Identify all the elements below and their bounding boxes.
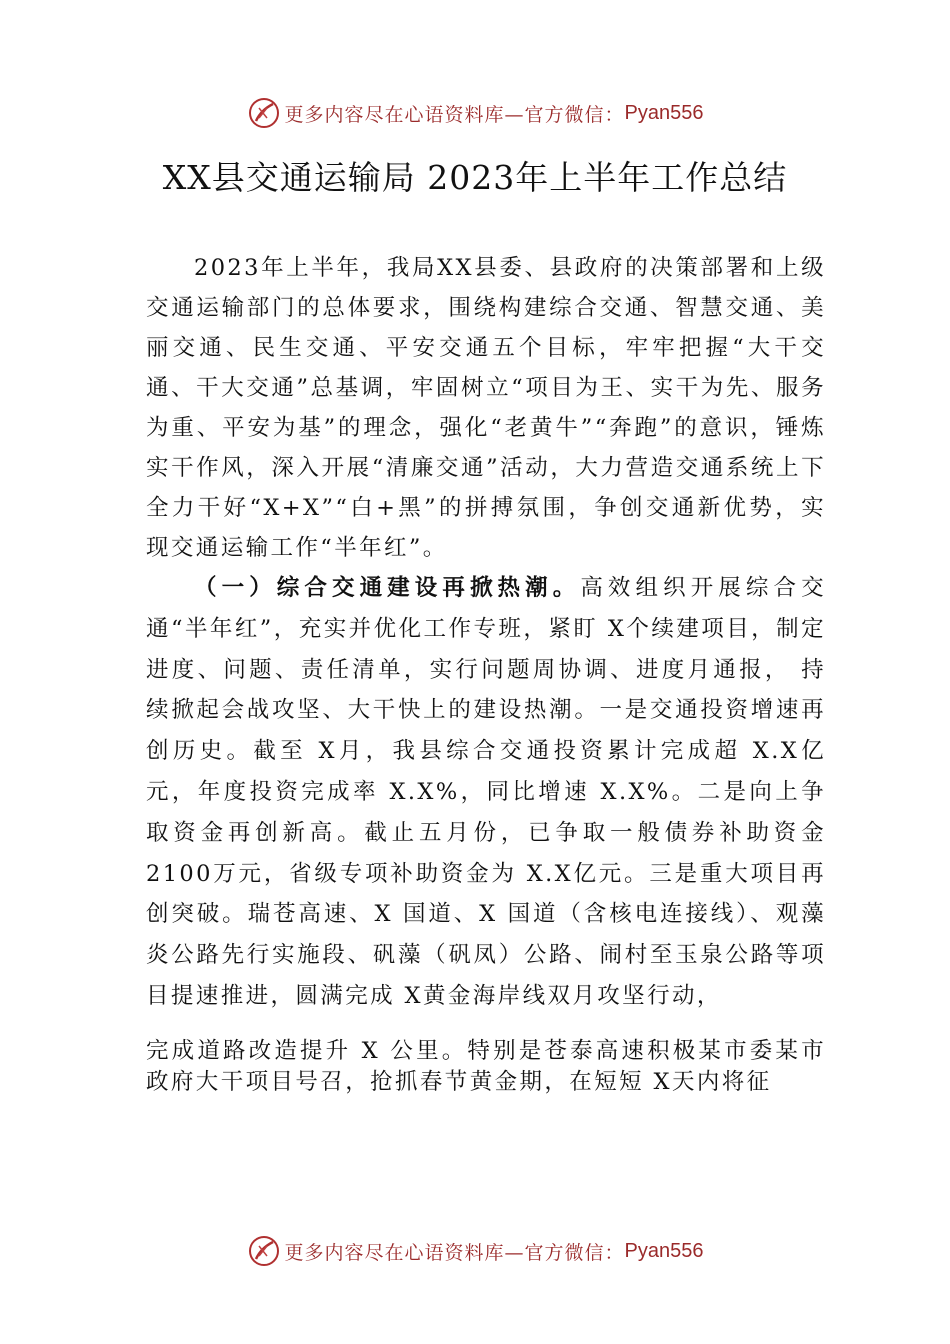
- watermark-banner-top: [0, 96, 950, 130]
- banner-account: Pyan556: [624, 1239, 704, 1262]
- banner-account: Pyan556: [624, 101, 704, 124]
- paragraph-body: 完成道路改造提升 X 公里。特别是苍泰高速积极某市委某市政府大干项目号召，抢抓春节黄金期，在短短 X天内将征: [146, 1038, 826, 1095]
- paragraph-body: 2023年上半年，我局XX县委、县政府的决策部署和上级交通运输部门的总体要求，围绕构建综合交通、智慧交通、美丽交通、民生交通、平安交通五个目标，牢牢把握“大干交通、干大交通”总基调，牢固树立“项目为王、实干为先、服务为重、平安为基”的理念，强化“老黄牛”“奔跑”的意识，锤炼实干作风，深入开展“清廉交通”活动，大力营造交通系统上下全力干好“X+X”“白+黑”的拼搏氛围，争创交通新优势，实现交通运输工作“半年红”。: [146, 255, 826, 561]
- watermark-banner-bottom: [0, 1234, 950, 1268]
- banner-text: 更多内容尽在心语资料库—官方微信：: [284, 1241, 625, 1264]
- brush-logo-icon: [247, 96, 281, 130]
- banner-text: 更多内容尽在心语资料库—官方微信：: [284, 103, 625, 126]
- section-heading: （一）综合交通建设再掀热潮。: [194, 575, 581, 601]
- document-title: XX县交通运输局 2023年上半年工作总结: [162, 158, 788, 197]
- paragraph-section-1: [146, 568, 826, 1017]
- paragraph-continuation: [146, 1036, 826, 1098]
- brush-logo-icon: [247, 1234, 281, 1268]
- paragraph-intro: [146, 248, 826, 568]
- paragraph-body: 高效组织开展综合交通“半年红”，充实并优化工作专班，紧盯 X个续建项目，制定进度、问题、责任清单，实行问题周协调、进度月通报， 持续掀起会战攻坚、大干快上的建设热潮。一是交通投资增速再创历史。截至 X月，我县综合交通投资累计完成超 X.X亿元，年度投资完成率 X.X%，同比增速 X.X%。二是向上争取资金再创新高。截止五月份，已争取一般债券补助资金2100万元，省级专项补助资金为 X.X亿元。三是重大项目再创突破。瑞苍高速、X 国道、X 国道（含核电连接线）、观藻炎公路先行实施段、矾藻（矾凤）公路、闹村至玉泉公路等项目提速推进，圆满完成 X黄金海岸线双月攻坚行动，: [146, 575, 826, 1009]
